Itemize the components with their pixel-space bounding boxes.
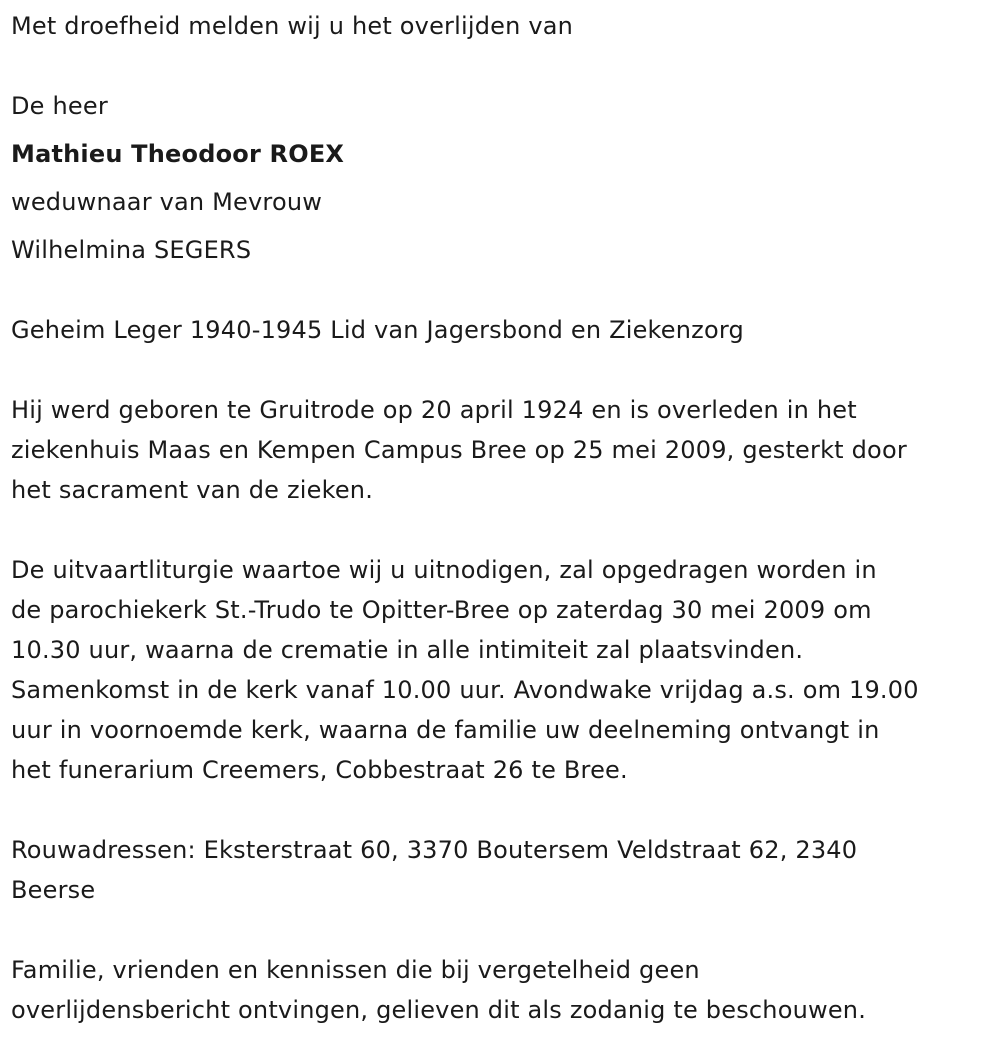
deceased-name: Mathieu Theodoor ROEX — [11, 140, 345, 168]
paragraph-line: Beerse — [11, 876, 96, 904]
paragraph-line: ziekenhuis Maas en Kempen Campus Bree op 25 mei 2009, gesterkt door — [11, 436, 907, 464]
salutation: De heer — [11, 92, 108, 120]
paragraph-line: het sacrament van de zieken. — [11, 476, 374, 504]
paragraph-line: Rouwadressen: Eksterstraat 60, 3370 Boutersem Veldstraat 62, 2340 — [11, 836, 858, 864]
paragraph-line: Samenkomst in de kerk vanaf 10.00 uur. Avondwake vrijdag a.s. om 19.00 — [11, 676, 919, 704]
paragraph-line: uur in voornoemde kerk, waarna de familie uw deelneming ontvangt in — [11, 716, 880, 744]
birth-death-paragraph — [11, 390, 996, 510]
paragraph-line: 10.30 uur, waarna de crematie in alle intimiteit zal plaatsvinden. — [11, 636, 804, 664]
paragraph-line: overlijdensbericht ontvingen, gelieven dit als zodanig te beschouwen. — [11, 996, 867, 1024]
widower-line-1: weduwnaar van Mevrouw — [11, 188, 323, 216]
intro-text: Met droefheid melden wij u het overlijden van — [11, 12, 574, 40]
widower-line-2: Wilhelmina SEGERS — [11, 236, 252, 264]
paragraph-line: het funerarium Creemers, Cobbestraat 26 te Bree. — [11, 756, 628, 784]
closing-paragraph — [11, 950, 996, 1030]
paragraph-line: de parochiekerk St.-Trudo te Opitter-Bree op zaterdag 30 mei 2009 om — [11, 596, 872, 624]
paragraph-line: De uitvaartliturgie waartoe wij u uitnodigen, zal opgedragen worden in — [11, 556, 877, 584]
affiliations: Geheim Leger 1940-1945 Lid van Jagersbond en Ziekenzorg — [11, 316, 744, 344]
paragraph-line: Hij werd geboren te Gruitrode op 20 april 1924 en is overleden in het — [11, 396, 857, 424]
funeral-paragraph — [11, 550, 996, 790]
addresses-paragraph — [11, 830, 996, 910]
paragraph-line: Familie, vrienden en kennissen die bij vergetelheid geen — [11, 956, 700, 984]
